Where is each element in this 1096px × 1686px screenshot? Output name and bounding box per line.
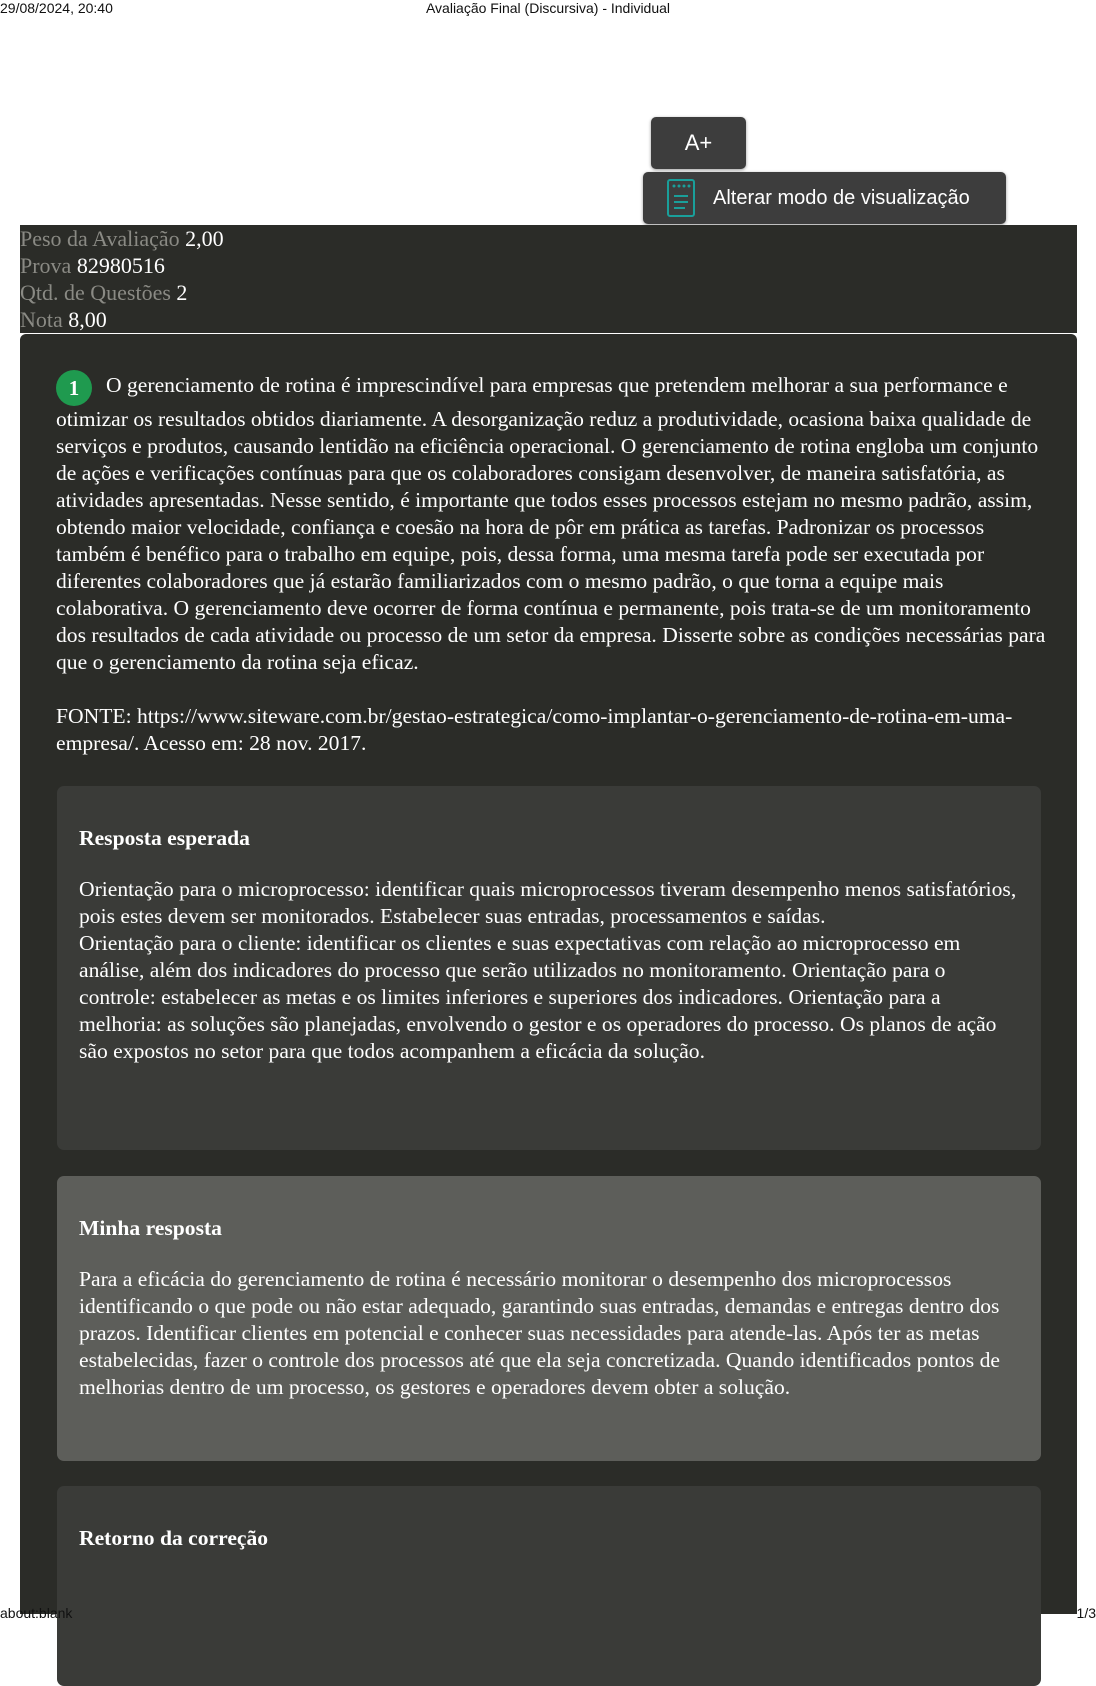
question-number-badge: 1 (56, 370, 92, 406)
document-list-icon (667, 179, 695, 217)
expected-answer-panel (57, 786, 1041, 1150)
info-question-count: Qtd. de Questões 2 (20, 280, 188, 305)
question-text-block (56, 370, 1056, 676)
info-exam: Prova 82980516 (20, 253, 165, 278)
feedback-panel (57, 1486, 1041, 1686)
view-mode-label: Alterar modo de visualização (713, 186, 970, 209)
question-text: O gerenciamento de rotina é imprescindível para empresas que pretendem melhorar a sua performance e otimizar os resultados obtidos diariamente. A desorganização reduz a produtividade, ocasiona baixa qualidade de serviços e produtos, causando lentidão na eficiência operacional. O gerenciamento de rotina engloba um conjunto de ações e verificações contínuas para que os colaboradores consigam desenvolver, de maneira satisfatória, as atividades apresentadas. Nesse sentido, é importante que todos esses processos estejam no mesmo padrão, assim, obtendo maior velocidade, confiança e coesão na hora de pôr em prática as tarefas. Padronizar os processos também é benéfico para o trabalho em equipe, pois, dessa forma, uma mesma tarefa pode ser executada por diferentes colaboradores que já estarão familiarizados com o mesmo padrão, o que torna a equipe mais colaborativa. O gerenciamento deve ocorrer de forma contínua e permanente, pois trata-se de um monitoramento dos resultados de cada atividade ou processo de um setor da empresa. Disserte sobre as condições necessárias para que o gerenciamento da rotina seja eficaz. (56, 373, 1046, 674)
print-page-number: 1/3 (1076, 1605, 1096, 1621)
expected-answer-paragraph-2: Orientação para o cliente: identificar os clientes e suas expectativas com relação ao microprocesso em análise, além dos indicadores do processo que serão utilizados no monitoramento. Orientação para o controle: estabelecer as metas e os limites inferiores e superiores dos indicadores. Orientação para a melhoria: as soluções são planejadas, envolvendo o gestor e os operadores do processo. Os planos de ação são expostos no setor para que todos acompanhem a eficácia da solução. (79, 931, 997, 1063)
info-weight: Peso da Avaliação 2,00 (20, 226, 224, 251)
print-header (0, 0, 1096, 18)
print-footer (0, 1605, 1096, 1621)
question (56, 370, 1056, 757)
print-url: about:blank (0, 1605, 73, 1621)
question-card (20, 334, 1077, 1614)
feedback-heading: Retorno da correção (79, 1526, 269, 1550)
question-source: FONTE: https://www.siteware.com.br/gestao-estrategica/como-implantar-o-gerenciamento-de-rotina-em-uma-empresa/. Acesso em: 28 nov. 2017. (56, 704, 1013, 755)
print-title: Avaliação Final (Discursiva) - Individual (425, 0, 671, 16)
expected-answer-paragraph-1: Orientação para o microprocesso: identificar quais microprocessos tiveram desempenho menos satisfatórios, pois estes devem ser monitorados. Estabelecer suas entradas, processamentos e saídas. (79, 877, 1017, 928)
my-answer-text: Para a eficácia do gerenciamento de rotina é necessário monitorar o desempenho dos microprocessos identificando o que pode ou não estar adequado, garantindo suas entradas, demandas e entregas dentro dos prazos. Identificar clientes em potencial e conhecer suas necessidades para atende-las. Após ter as metas estabelecidas, fazer o controle dos processos até que ela seja concretizada. Quando identificados pontos de melhorias dentro de um processo, os gestores e operadores devem obter a solução. (79, 1267, 1000, 1399)
increase-font-button[interactable]: A+ (651, 117, 746, 169)
my-answer-heading: Minha resposta (79, 1216, 222, 1240)
assessment-info (20, 225, 1077, 333)
my-answer-panel (57, 1176, 1041, 1461)
info-grade: Nota 8,00 (20, 307, 107, 332)
print-datetime: 29/08/2024, 20:40 (0, 0, 113, 16)
expected-answer-heading: Resposta esperada (79, 826, 250, 850)
change-view-mode-button[interactable] (643, 172, 1006, 224)
